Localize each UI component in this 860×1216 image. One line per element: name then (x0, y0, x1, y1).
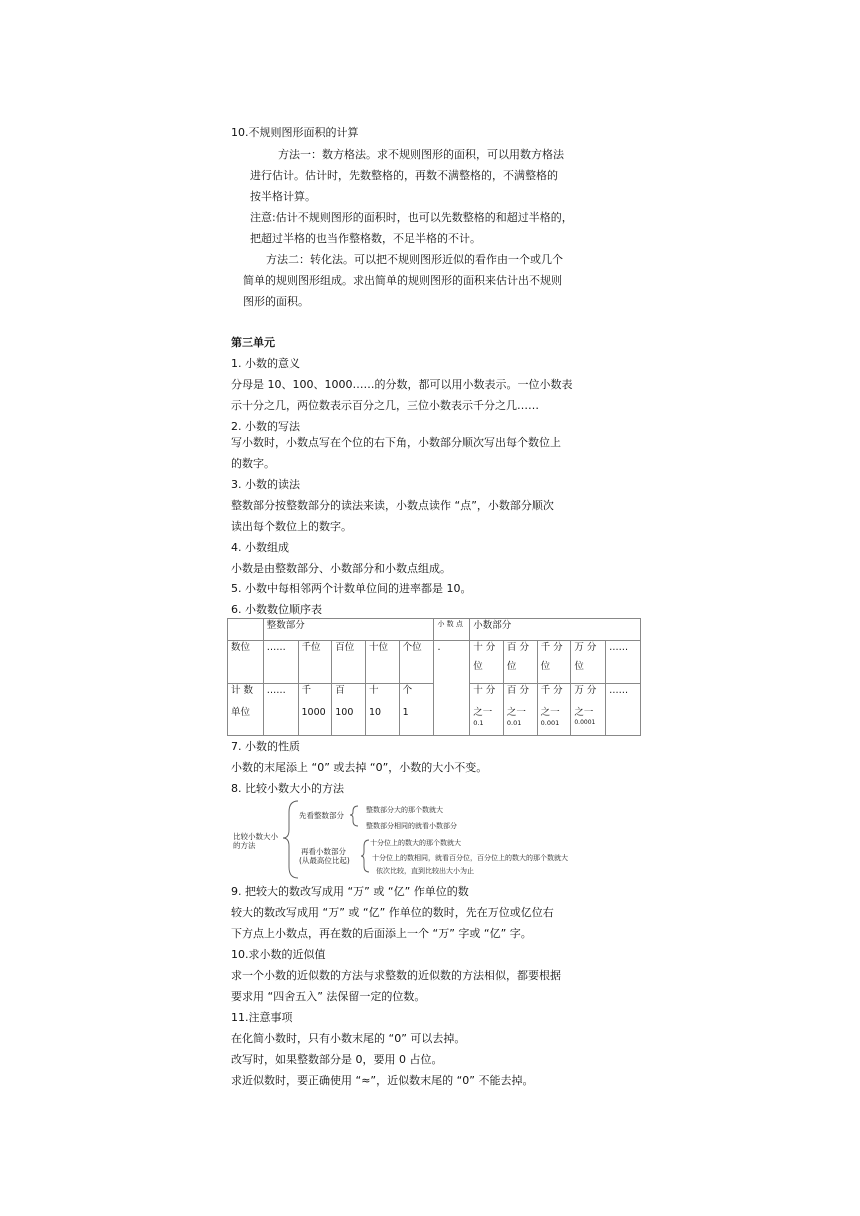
section-title: 1. 小数的意义 (231, 357, 300, 370)
paragraph-line: 分母是 10、100、1000……的分数，都可以用小数表示。一位小数表 (231, 378, 573, 391)
table-cell: 个位 (399, 641, 434, 684)
paragraph-line: 按半格计算。 (250, 190, 316, 203)
paragraph-line: 的数字。 (231, 457, 275, 470)
note-line: 把超过半格的也当作整格数，不足半格的不计。 (250, 232, 481, 245)
row-label-place: 数位 (228, 641, 264, 684)
section-title: 5. 小数中每相邻两个计数单位间的进率都是 10。 (231, 582, 472, 595)
section-title: 3. 小数的读法 (231, 478, 300, 491)
paragraph-line: 读出每个数位上的数字。 (231, 520, 352, 533)
table-cell: 万 分 之一 0.0001 (571, 684, 606, 736)
table-cell: 十 分 之一 0.1 (470, 684, 504, 736)
paragraph-line: 求近似数时，要正确使用 “≈”，近似数末尾的 “0” 不能去掉。 (231, 1074, 534, 1087)
table-cell: 千 分 位 (537, 641, 571, 684)
decimal-part-header: 小数部分 (470, 619, 641, 641)
diagram-leaf: 十分位上的数相同，就看百分位，百分位上的数大的那个数就大 (372, 854, 568, 862)
diagram-root: 比较小数大小 (233, 832, 278, 841)
unit-heading: 第三单元 (231, 336, 275, 349)
table-cell: 千位 (298, 641, 332, 684)
section-title: 9. 把较大的数改写成用 “万” 或 “亿” 作单位的数 (231, 885, 469, 898)
paragraph-line: 方法一：数方格法。求不规则图形的面积，可以用数方格法 (278, 148, 564, 161)
paragraph-line: 示十分之几，两位数表示百分之几，三位小数表示千分之几…… (231, 399, 539, 412)
table-cell: 千 分 之一 0.001 (537, 684, 571, 736)
table-cell: 百 100 (332, 684, 366, 736)
row-label-unit: 计 数 单位 (228, 684, 264, 736)
paragraph-line: 在化简小数时，只有小数末尾的 “0” 可以去掉。 (231, 1032, 466, 1045)
section-title: 7. 小数的性质 (231, 740, 300, 753)
table-cell: 十 10 (365, 684, 399, 736)
diagram-branch: 先看整数部分 (299, 811, 344, 820)
diagram-leaf: 整数部分大的那个数就大 (366, 806, 443, 814)
section-title: 10.求小数的近似值 (231, 948, 326, 961)
table-cell: 十 分 位 (470, 641, 504, 684)
paragraph-line: 改写时，如果整数部分是 0，要用 0 占位。 (231, 1053, 443, 1066)
paragraph-line: 小数是由整数部分、小数部分和小数点组成。 (231, 562, 451, 575)
table-cell: 万 分 位 (571, 641, 606, 684)
table-cell: …… (263, 641, 298, 684)
paragraph-line: 下方点上小数点，再在数的后面添上一个 “万” 字或 “亿” 字。 (231, 927, 532, 940)
section-title: 4. 小数组成 (231, 541, 289, 554)
paragraph-line: 进行估计。估计时，先数整格的，再数不满整格的，不满整格的 (250, 169, 558, 182)
paragraph-line: 简单的规则图形组成。求出简单的规则图形的面积来估计出不规则 (243, 274, 562, 287)
paragraph-line: 求一个小数的近似数的方法与求整数的近似数的方法相似，都要根据 (231, 969, 561, 982)
section-title: 2. 小数的写法 (231, 420, 300, 433)
integer-part-header: 整数部分 (263, 619, 434, 641)
table-cell: 个 1 (399, 684, 434, 736)
paragraph-line: 小数的末尾添上 “0” 或去掉 “0”，小数的大小不变。 (231, 761, 488, 774)
section-title: 11.注意事项 (231, 1011, 293, 1024)
section-title: 6. 小数数位顺序表 (231, 603, 322, 616)
table-cell: …… (606, 641, 641, 684)
paragraph-line: 图形的面积。 (243, 295, 309, 308)
note-line: 注意:估计不规则图形的面积时，也可以先数整格的和超过半格的， (250, 211, 573, 224)
table-cell: …… (606, 684, 641, 736)
table-cell: …… (263, 684, 298, 736)
paragraph-line: 写小数时，小数点写在个位的右下角，小数部分顺次写出每个数位上 (231, 436, 561, 449)
paragraph-line: 要求用 “四舍五入” 法保留一定的位数。 (231, 990, 426, 1003)
section-title: 8. 比较小数大小的方法 (231, 782, 344, 795)
table-cell: 百 分 之一 0.01 (503, 684, 537, 736)
table-cell: 百 分 位 (503, 641, 537, 684)
diagram-leaf: 整数部分相同的就看小数部分 (366, 822, 457, 830)
paragraph-line: 方法二：转化法。可以把不规则图形近似的看作由一个或几个 (266, 253, 563, 266)
diagram-branch: (从最高位比起) (299, 856, 350, 865)
paragraph-line: 较大的数改写成用 “万” 或 “亿” 作单位的数时，先在万位或亿位右 (231, 906, 554, 919)
decimal-point-cell: . (434, 641, 470, 736)
table-cell: 千 1000 (298, 684, 332, 736)
decimal-point-header: 小 数 点 (434, 619, 470, 641)
diagram-leaf: 十分位上的数大的那个数就大 (370, 839, 461, 847)
section-title: 10.不规则图形面积的计算 (231, 126, 359, 139)
diagram-leaf: 依次比较，直到比较出大小为止 (376, 867, 474, 875)
table-cell: 十位 (365, 641, 399, 684)
diagram-branch: 再看小数部分 (301, 847, 346, 856)
table-cell: 百位 (332, 641, 366, 684)
diagram-root: 的方法 (233, 841, 256, 850)
paragraph-line: 整数部分按整数部分的读法来读，小数点读作 “点”，小数部分顺次 (231, 499, 554, 512)
